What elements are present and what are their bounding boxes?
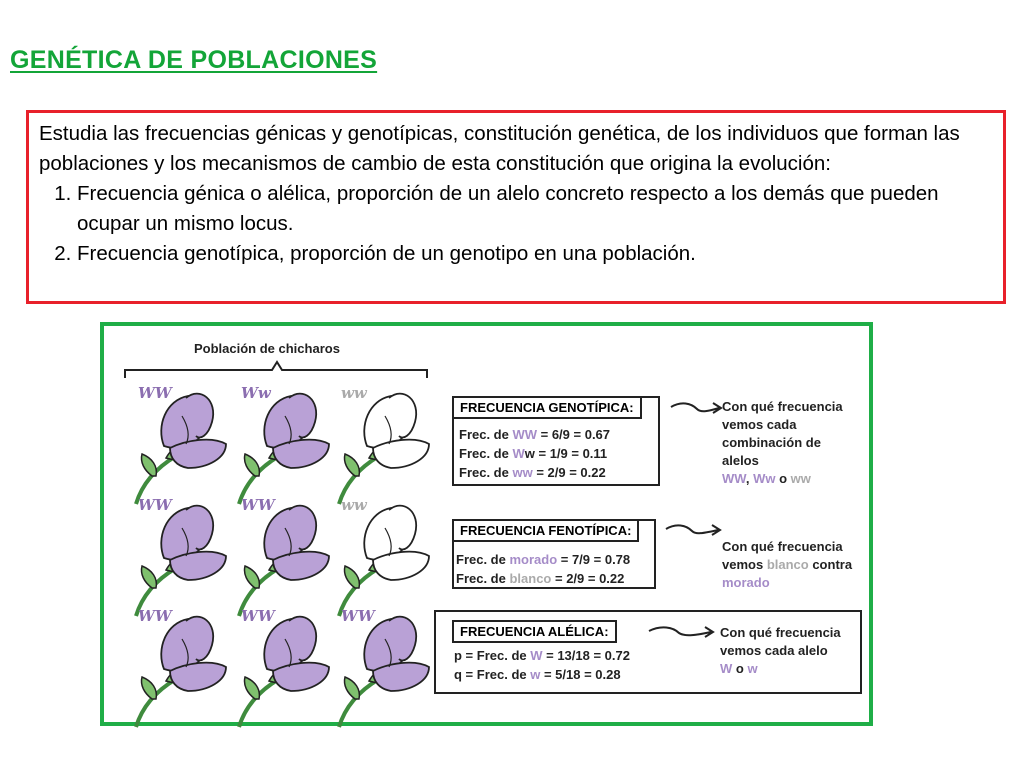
list-item: 2. Frecuencia genotípica, proporción de un genotipo en una población. (77, 239, 993, 269)
genotype-label: WW (138, 607, 172, 625)
allelic-note: Con qué frecuencia vemos cada alelo W o w (720, 625, 841, 676)
arrow-icon (647, 623, 719, 643)
calc-line: Frec. de ww = 2/9 = 0.22 (459, 465, 606, 480)
genotype-label: WW (138, 384, 172, 402)
flower-icon (126, 498, 236, 618)
page-title: GENÉTICA DE POBLACIONES (10, 46, 378, 74)
flower-purple (229, 386, 339, 506)
flower-white (329, 498, 439, 618)
flower-purple (126, 498, 236, 618)
genotype-label: ww (341, 496, 367, 514)
definition-box (26, 110, 1006, 304)
genotype-label: WW (341, 607, 375, 625)
calc-line: Frec. de morado = 7/9 = 0.78 (456, 552, 631, 567)
flower-icon (329, 609, 439, 729)
list-item: 1. Frecuencia génica o alélica, proporción de un alelo concreto respecto a los demás que pueden ocupar un mismo locus. (77, 179, 993, 239)
calc-line: p = Frec. de W = 13/18 = 0.72 (454, 648, 630, 663)
calc-line: q = Frec. de w = 5/18 = 0.28 (454, 667, 621, 682)
definition-list (39, 179, 993, 269)
phenotypic-note: Con qué frecuencia vemos blanco contra morado (722, 539, 853, 590)
flower-icon (329, 498, 439, 618)
flower-purple (329, 609, 439, 729)
phenotypic-header: FRECUENCIA FENOTÍPICA: (454, 521, 639, 542)
genotype-label: ww (341, 384, 367, 402)
genotype-label: WW (138, 496, 172, 514)
arrow-icon (669, 399, 724, 419)
flower-purple (126, 609, 236, 729)
brace-icon (122, 360, 432, 380)
flower-purple (229, 609, 339, 729)
arrow-icon (664, 521, 724, 541)
population-label: Población de chicharos (194, 341, 340, 356)
flower-icon (126, 386, 236, 506)
calc-line: Frec. de blanco = 2/9 = 0.22 (456, 571, 625, 586)
flower-purple (126, 386, 236, 506)
genotype-label: Ww (241, 384, 271, 402)
flower-icon (329, 386, 439, 506)
calc-line: Frec. de WW = 6/9 = 0.67 (459, 427, 611, 442)
genotype-label: WW (241, 496, 275, 514)
genotypic-calc (459, 425, 610, 482)
population-figure (100, 322, 873, 726)
intro-text: Estudia las frecuencias génicas y genotípicas, constitución genética, de los individuos que forman las poblaciones y los mecanismos de cambio de esta constitución que origina la evolución: (39, 122, 960, 175)
genotypic-header: FRECUENCIA GENOTÍPICA: (454, 398, 642, 419)
flower-white (329, 386, 439, 506)
allelic-header: FRECUENCIA ALÉLICA: (452, 620, 617, 643)
flower-icon (126, 609, 236, 729)
flower-purple (229, 498, 339, 618)
genotype-label: WW (241, 607, 275, 625)
genotypic-note: Con qué frecuencia vemos cada combinación de alelos WW, Ww o ww (722, 399, 843, 486)
flower-icon (229, 386, 339, 506)
flower-icon (229, 498, 339, 618)
calc-line: Frec. de Ww = 1/9 = 0.11 (459, 446, 608, 461)
flower-icon (229, 609, 339, 729)
phenotypic-calc (456, 550, 630, 588)
allelic-calc (454, 646, 630, 684)
